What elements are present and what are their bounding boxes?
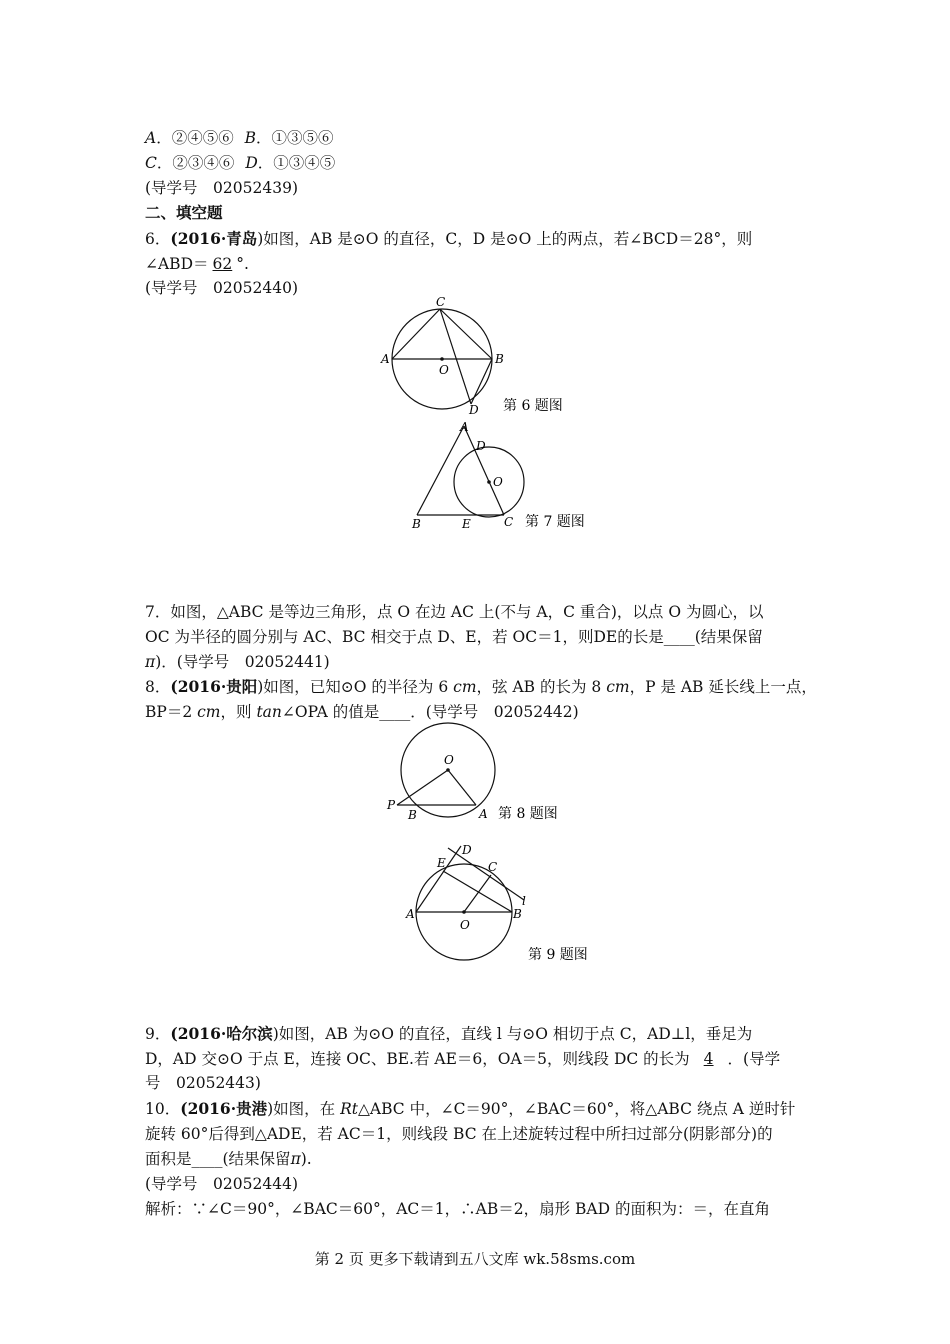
fig8-segment-oa bbox=[448, 770, 476, 805]
fig6-chord-bd bbox=[471, 359, 492, 404]
figure-7 bbox=[400, 420, 600, 532]
q9-answer: 4 bbox=[703, 1050, 714, 1068]
fig6-label-d: D bbox=[469, 403, 479, 417]
fig7-side-ab bbox=[417, 426, 464, 515]
q10-pi: π bbox=[290, 1150, 301, 1168]
figure-6 bbox=[370, 292, 590, 420]
fig8-caption: 第 8 题图 bbox=[498, 806, 558, 822]
fig9-segment-be bbox=[443, 871, 512, 912]
fig6-label-o: O bbox=[439, 363, 449, 377]
q9-line2 bbox=[145, 1049, 780, 1069]
q8-text1c: ，P 是 AB 延长线上一点， bbox=[629, 678, 817, 696]
fig9-center-dot bbox=[462, 910, 466, 914]
q6-number: 6． bbox=[145, 230, 171, 248]
fig7-label-c: C bbox=[504, 515, 514, 529]
q8-text2b: ，则 bbox=[220, 703, 257, 721]
fig8-label-p: P bbox=[387, 798, 396, 812]
fig8-label-a: A bbox=[479, 807, 488, 821]
option-b-text: ．①③⑤⑥ bbox=[256, 129, 334, 147]
q8-unit-3: cm bbox=[197, 703, 221, 721]
fig9-label-o: O bbox=[460, 918, 470, 932]
q10-line1 bbox=[145, 1099, 795, 1119]
q8-text2a: BP＝2 bbox=[145, 703, 198, 721]
q6-text1: )如图，AB 是⊙O 的直径，C，D 是⊙O 上的两点，若∠BCD＝28°，则 bbox=[257, 230, 753, 248]
q10-line2: 旋转 60°后得到△ADE，若 AC＝1，则线段 BC 在上述旋转过程中所扫过部分(阴影部分)的 bbox=[145, 1125, 773, 1143]
fig6-label-b: B bbox=[495, 352, 504, 366]
q8-text1b: ，弦 AB 的长为 8 bbox=[476, 678, 607, 696]
fig9-label-a: A bbox=[406, 907, 415, 921]
option-d-label: D bbox=[245, 154, 258, 172]
q10-text1a: )如图，在 bbox=[267, 1100, 341, 1118]
fig7-label-e: E bbox=[462, 517, 471, 531]
q8-tan: tan bbox=[256, 703, 282, 721]
q6-answer: 62 bbox=[212, 255, 233, 273]
q8-line2 bbox=[145, 702, 579, 722]
q10-number: 10． bbox=[145, 1100, 181, 1118]
q6-source: (2016·青岛 bbox=[170, 229, 258, 248]
fig9-label-l: l bbox=[522, 894, 526, 908]
fig9-label-b: B bbox=[513, 907, 522, 921]
q9-text2a: D，AD 交⊙O 于点 E，连接 OC、BE.若 AE＝6，OA＝5，则线段 DC 的长为 bbox=[145, 1050, 690, 1068]
q7-line2: OC 为半径的圆分别与 AC、BC 相交于点 D、E，若 OC＝1，则DE的长是____(结果保留 bbox=[145, 628, 763, 646]
figure-8 bbox=[380, 722, 580, 827]
option-b-label: B bbox=[244, 129, 257, 147]
q8-unit-2: cm bbox=[606, 678, 630, 696]
q8-number: 8． bbox=[145, 678, 171, 696]
q10-text3a: 面积是____(结果保留 bbox=[145, 1150, 291, 1168]
fig6-center-dot bbox=[440, 357, 444, 361]
option-c-text: ．②③④⑥ bbox=[156, 154, 235, 172]
q10-text3b: ). bbox=[300, 1150, 312, 1168]
q7-line3-rest: )．(导学号 02052441) bbox=[155, 653, 330, 671]
fig6-label-a: A bbox=[381, 352, 390, 366]
fig9-caption: 第 9 题图 bbox=[528, 947, 588, 963]
fig8-center-dot bbox=[446, 768, 450, 772]
q7-pi: π bbox=[145, 653, 156, 671]
q8-line1 bbox=[145, 677, 817, 697]
q6-text2b: °. bbox=[236, 255, 249, 273]
q9-text2b: ．(导学 bbox=[727, 1050, 781, 1068]
q9-source: (2016·哈尔滨 bbox=[170, 1024, 273, 1043]
fig6-label-c: C bbox=[436, 295, 446, 309]
q9-line1 bbox=[145, 1024, 752, 1044]
q9-number: 9． bbox=[145, 1025, 171, 1043]
q7-line1: 7．如图，△ABC 是等边三角形，点 O 在边 AC 上(不与 A，C 重合)，以点 O 为圆心，以 bbox=[145, 603, 764, 621]
fig7-label-b: B bbox=[412, 517, 421, 531]
fig9-label-c: C bbox=[488, 860, 498, 874]
fig7-label-d: D bbox=[476, 439, 486, 453]
fig9-segment-oc bbox=[464, 875, 491, 912]
q10-source: (2016·贵港 bbox=[180, 1099, 268, 1118]
fig7-center-dot bbox=[487, 480, 491, 484]
option-a-label: A bbox=[145, 129, 157, 147]
q7-line3 bbox=[145, 652, 330, 672]
q6-line2 bbox=[145, 254, 249, 274]
q8-text1a: )如图，已知⊙O 的半径为 6 bbox=[257, 678, 454, 696]
q10-text1b: △ABC 中，∠C＝90°，∠BAC＝60°，将△ABC 绕点 A 逆时针 bbox=[358, 1100, 796, 1118]
q10-rt: Rt bbox=[340, 1100, 358, 1118]
fig8-label-o: O bbox=[444, 753, 454, 767]
q10-line3 bbox=[145, 1149, 312, 1169]
fig8-label-b: B bbox=[408, 808, 417, 822]
fig7-label-a: A bbox=[460, 420, 469, 434]
q10-analysis: 解析：∵∠C＝90°，∠BAC＝60°，AC＝1，∴AB＝2，扇形 BAD 的面积为：＝，在直角 bbox=[145, 1200, 770, 1218]
options-line-ab bbox=[145, 128, 334, 148]
option-a-text: ．②④⑤⑥ bbox=[156, 129, 234, 147]
fig9-label-d: D bbox=[462, 843, 472, 857]
q8-unit-1: cm bbox=[453, 678, 477, 696]
q9-line3: 号 02052443) bbox=[145, 1074, 261, 1092]
q9-text1: )如图，AB 为⊙O 的直径，直线 l 与⊙O 相切于点 C，AD⊥l，垂足为 bbox=[272, 1025, 753, 1043]
q10-guide: (导学号 02052444) bbox=[145, 1175, 298, 1193]
q6-text2a: ∠ABD＝ bbox=[145, 255, 209, 273]
fig6-caption: 第 6 题图 bbox=[503, 398, 563, 414]
option-c-label: C bbox=[145, 154, 157, 172]
options-line-cd bbox=[145, 153, 335, 173]
q8-source: (2016·贵阳 bbox=[170, 677, 258, 696]
q6-line1 bbox=[145, 229, 752, 249]
fig9-label-e: E bbox=[437, 856, 446, 870]
fig7-caption: 第 7 题图 bbox=[525, 514, 585, 530]
figure-9 bbox=[400, 838, 600, 970]
q8-text2c: ∠OPA 的值是____．(导学号 02052442) bbox=[281, 703, 579, 721]
option-d-text: ．①③④⑤ bbox=[257, 154, 336, 172]
fig7-label-o: O bbox=[493, 475, 503, 489]
fig9-tangent-l bbox=[448, 848, 524, 900]
page-footer: 第 2 页 更多下载请到五八文库 wk.58sms.com bbox=[314, 1250, 636, 1268]
section-title: 二、填空题 bbox=[145, 203, 223, 222]
guide-number-5: (导学号 02052439) bbox=[145, 179, 298, 197]
q6-guide: (导学号 02052440) bbox=[145, 279, 298, 297]
